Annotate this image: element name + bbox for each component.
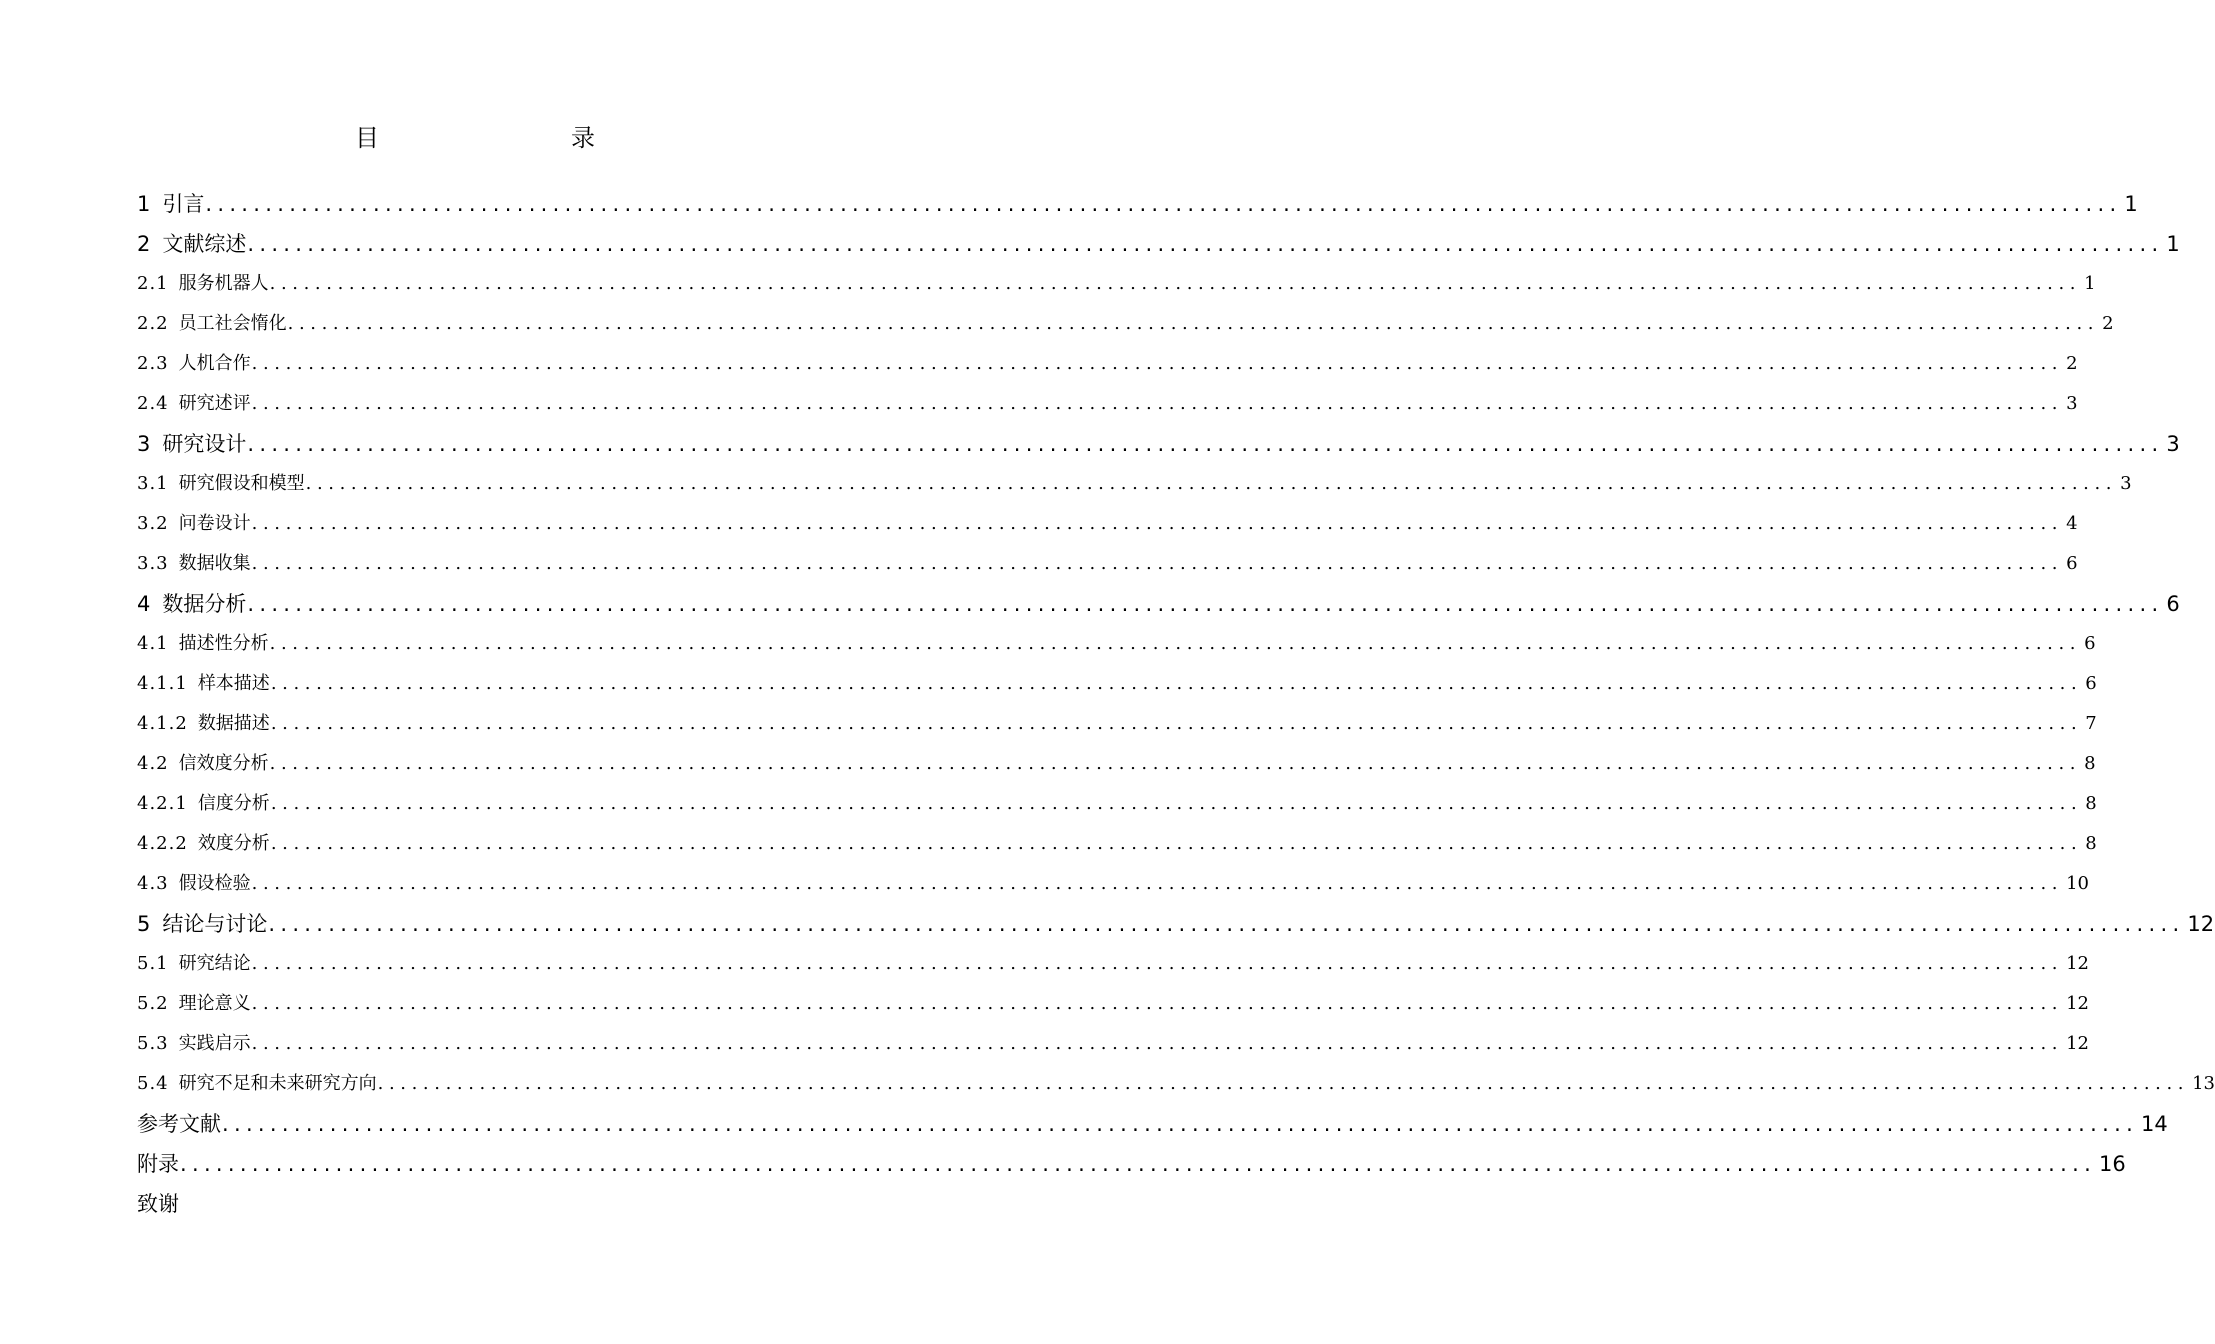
toc-entry[interactable] [137, 904, 2215, 944]
toc-entry-page-number: 1 [2166, 232, 2180, 256]
toc-dot-leader: ................................................................................................................................................................ [247, 432, 2164, 456]
toc-dot-leader: ................................................................................................................................................................ [251, 393, 2064, 414]
toc-entry-number: 4 [137, 592, 151, 616]
toc-entry-label: 文献综述 [162, 232, 247, 256]
toc-entry-label: 研究不足和未来研究方向 [178, 1073, 377, 1094]
toc-entry[interactable] [137, 344, 2078, 384]
toc-entry-number: 3.2 [137, 513, 169, 534]
toc-dot-leader: ................................................................................................................................................................ [268, 912, 2185, 936]
toc-entry[interactable] [137, 704, 2097, 744]
toc-entry-number: 5.2 [137, 993, 169, 1014]
toc-dot-leader: ................................................................................................................................................................ [251, 873, 2064, 894]
toc-entry-number: 5 [137, 912, 151, 936]
toc-dot-leader: ................................................................................................................................................................ [270, 833, 2083, 854]
toc-entry-label: 信效度分析 [178, 753, 269, 774]
toc-dot-leader: ................................................................................................................................................................ [247, 232, 2164, 256]
toc-entry-label: 参考文献 [137, 1112, 221, 1136]
toc-dot-leader: ................................................................................................................................................................ [251, 953, 2064, 974]
toc-entry[interactable] [137, 224, 2180, 264]
toc-entry[interactable] [137, 664, 2097, 704]
toc-dot-leader: ................................................................................................................................................................ [251, 353, 2064, 374]
toc-title: 目 录 [355, 124, 643, 152]
toc-entry[interactable] [137, 304, 2114, 344]
toc-entry-page-number: 3 [2066, 393, 2078, 414]
toc-entry[interactable] [137, 504, 2078, 544]
toc-entry-number: 3.1 [137, 473, 169, 494]
toc-entry-label: 信度分析 [197, 793, 270, 814]
toc-entry-page-number: 16 [2099, 1152, 2126, 1176]
toc-dot-leader: ................................................................................................................................................................ [180, 1152, 2097, 1176]
toc-entry-number: 5.3 [137, 1033, 169, 1054]
toc-dot-leader: ................................................................................................................................................................ [270, 793, 2083, 814]
toc-entry-number: 2.2 [137, 313, 169, 334]
toc-entry[interactable] [137, 1064, 2215, 1104]
toc-entry-number: 5.4 [137, 1073, 169, 1094]
toc-entry-page-number: 14 [2141, 1112, 2168, 1136]
toc-entry[interactable] [137, 584, 2180, 624]
toc-entry-label: 研究结论 [178, 953, 251, 974]
toc-dot-leader: ................................................................................................................................................................ [251, 553, 2064, 574]
toc-entry-page-number: 7 [2085, 713, 2097, 734]
toc-entry-label: 研究设计 [162, 432, 247, 456]
toc-dot-leader: ................................................................................................................................................................ [205, 192, 2122, 216]
toc-entry-page-number: 6 [2084, 633, 2096, 654]
toc-entry-page-number: 2 [2102, 313, 2114, 334]
table-of-contents [137, 184, 2215, 1224]
toc-entry-number: 2 [137, 232, 151, 256]
toc-entry-number: 2.3 [137, 353, 169, 374]
toc-entry-label: 数据分析 [162, 592, 247, 616]
toc-entry-label: 数据描述 [197, 713, 270, 734]
toc-entry[interactable] [137, 984, 2090, 1024]
toc-entry-number: 2.4 [137, 393, 169, 414]
toc-entry-label: 引言 [162, 192, 205, 216]
toc-dot-leader: ................................................................................................................................................................ [269, 633, 2082, 654]
toc-entry-page-number: 8 [2084, 753, 2096, 774]
toc-entry-number: 4.3 [137, 873, 169, 894]
toc-entry-page-number: 1 [2084, 273, 2096, 294]
toc-entry[interactable] [137, 544, 2078, 584]
toc-dot-leader: ................................................................................................................................................................ [305, 473, 2118, 494]
toc-entry-label: 员工社会惰化 [178, 313, 287, 334]
toc-dot-leader: ................................................................................................................................................................ [269, 273, 2082, 294]
toc-entry-label: 描述性分析 [178, 633, 269, 654]
toc-entry-page-number: 12 [2187, 912, 2215, 936]
toc-entry-page-number: 6 [2066, 553, 2078, 574]
toc-entry-page-number: 6 [2166, 592, 2180, 616]
toc-entry-number: 3 [137, 432, 151, 456]
toc-entry[interactable] [137, 784, 2097, 824]
toc-entry[interactable] [137, 944, 2090, 984]
toc-dot-leader: ................................................................................................................................................................ [222, 1112, 2139, 1136]
toc-entry-page-number: 1 [2124, 192, 2138, 216]
toc-entry-page-number: 12 [2066, 1033, 2090, 1054]
toc-entry-number: 4.1.2 [137, 713, 188, 734]
toc-entry-page-number: 3 [2166, 432, 2180, 456]
toc-entry-page-number: 2 [2066, 353, 2078, 374]
toc-entry-number: 4.2 [137, 753, 169, 774]
toc-entry[interactable] [137, 464, 2132, 504]
toc-entry-page-number: 4 [2066, 513, 2078, 534]
toc-entry[interactable] [137, 424, 2180, 464]
toc-dot-leader: ................................................................................................................................................................ [270, 713, 2083, 734]
toc-entry-label: 研究假设和模型 [178, 473, 305, 494]
toc-entry[interactable] [137, 264, 2096, 304]
toc-entry-number: 1 [137, 192, 151, 216]
toc-dot-leader: ................................................................................................................................................................ [251, 993, 2064, 1014]
toc-entry-number: 5.1 [137, 953, 169, 974]
toc-entry-label: 样本描述 [197, 673, 270, 694]
toc-entry-page-number: 10 [2066, 873, 2090, 894]
toc-entry-number: 4.2.1 [137, 793, 188, 814]
toc-entry-page-number: 12 [2066, 993, 2090, 1014]
toc-entry-page-number: 13 [2192, 1073, 2215, 1094]
toc-entry-number: 4.2.2 [137, 833, 188, 854]
toc-entry[interactable] [137, 624, 2096, 664]
toc-entry-label: 效度分析 [197, 833, 270, 854]
toc-entry[interactable] [137, 1024, 2090, 1064]
toc-entry[interactable] [137, 864, 2090, 904]
toc-entry-number: 3.3 [137, 553, 169, 574]
toc-dot-leader: ................................................................................................................................................................ [251, 1033, 2064, 1054]
toc-dot-leader: ................................................................................................................................................................ [247, 592, 2164, 616]
toc-entry-number: 4.1.1 [137, 673, 188, 694]
toc-dot-leader: ................................................................................................................................................................ [270, 673, 2083, 694]
toc-entry-page-number: 3 [2120, 473, 2132, 494]
toc-entry[interactable] [137, 1184, 850, 1224]
toc-entry-label: 致谢 [137, 1192, 179, 1216]
toc-entry-label: 服务机器人 [178, 273, 269, 294]
toc-dot-leader: ................................................................................................................................................................ [377, 1073, 2190, 1094]
toc-dot-leader: ................................................................................................................................................................ [251, 513, 2064, 534]
toc-entry-page-number: 8 [2085, 833, 2097, 854]
toc-entry-label: 假设检验 [178, 873, 251, 894]
toc-entry-label: 人机合作 [178, 353, 251, 374]
toc-entry-page-number: 6 [2085, 673, 2097, 694]
toc-entry[interactable] [137, 184, 2138, 224]
toc-entry[interactable] [137, 384, 2078, 424]
toc-entry[interactable] [137, 824, 2097, 864]
toc-dot-leader: ................................................................................................................................................................ [287, 313, 2100, 334]
toc-entry-label: 研究述评 [178, 393, 251, 414]
toc-entry[interactable] [137, 1144, 2126, 1184]
toc-entry-label: 附录 [137, 1152, 179, 1176]
toc-entry-label: 问卷设计 [178, 513, 251, 534]
toc-entry-page-number: 8 [2085, 793, 2097, 814]
toc-dot-leader: ................................................................................................................................................................ [269, 753, 2082, 774]
toc-entry-label: 数据收集 [178, 553, 251, 574]
toc-entry-label: 实践启示 [178, 1033, 251, 1054]
toc-entry-number: 4.1 [137, 633, 169, 654]
toc-entry-label: 结论与讨论 [162, 912, 268, 936]
toc-entry-number: 2.1 [137, 273, 169, 294]
toc-entry-label: 理论意义 [178, 993, 251, 1014]
toc-entry[interactable] [137, 744, 2096, 784]
toc-entry[interactable] [137, 1104, 2168, 1144]
toc-entry-page-number: 12 [2066, 953, 2090, 974]
